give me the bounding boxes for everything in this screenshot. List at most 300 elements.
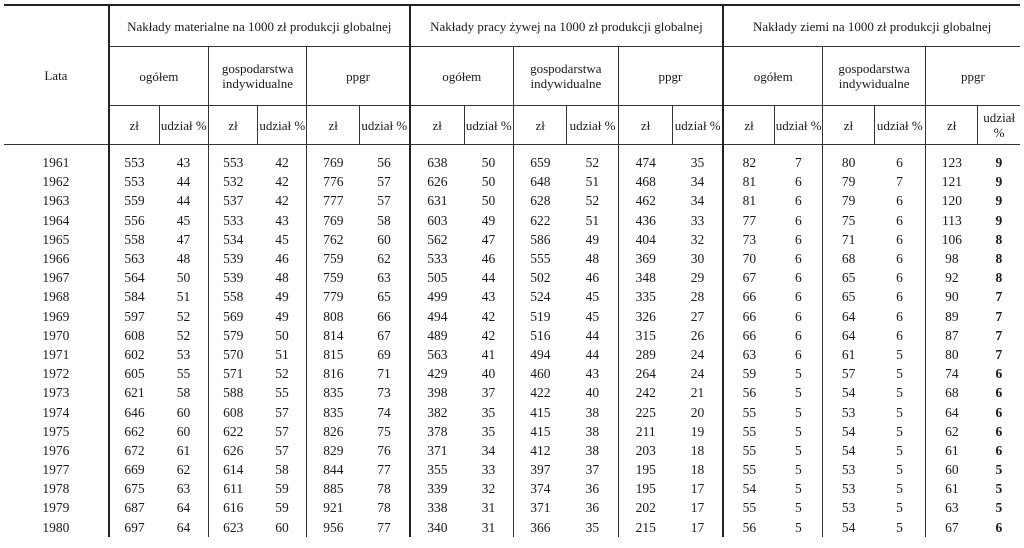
- header-unit-share: udział %: [359, 106, 409, 145]
- value-cell: 68: [925, 383, 977, 402]
- table-row: [4, 364, 1020, 383]
- value-cell: 539: [208, 268, 257, 287]
- value-cell: 474: [618, 145, 673, 173]
- value-cell: 54: [823, 422, 874, 441]
- header-unit-share: udział %: [775, 106, 823, 145]
- value-cell: 27: [690, 308, 705, 324]
- value-cell: 422: [513, 383, 566, 402]
- value-cell: 44: [585, 346, 600, 362]
- value-cell: 63: [377, 270, 391, 286]
- header-sub-individual: gospodarstwa indywidualne: [513, 47, 618, 106]
- value-cell: 6: [896, 193, 903, 209]
- value-cell: 64: [176, 500, 191, 516]
- value-cell: 616: [208, 498, 257, 517]
- header-unit-zl: zł: [723, 106, 774, 145]
- value-cell: 415: [513, 402, 566, 421]
- value-cell: 202: [618, 498, 673, 517]
- value-cell: 5: [896, 519, 903, 535]
- value-cell: 38: [585, 404, 600, 420]
- value-cell: 42: [275, 155, 289, 171]
- value-cell: 64: [176, 519, 191, 535]
- table-row: [4, 345, 1020, 364]
- value-cell: 8: [995, 231, 1003, 247]
- value-cell: 43: [585, 366, 600, 382]
- value-cell: 571: [208, 364, 257, 383]
- value-cell: 556: [109, 211, 159, 230]
- value-cell: 382: [410, 402, 465, 421]
- value-cell: 65: [823, 268, 874, 287]
- value-cell: 626: [208, 441, 257, 460]
- value-cell: 602: [109, 345, 159, 364]
- header-unit-share: udział %: [567, 106, 618, 145]
- value-cell: 46: [585, 270, 600, 286]
- value-cell: 5: [795, 366, 802, 382]
- value-cell: 45: [585, 308, 600, 324]
- value-cell: 519: [513, 307, 566, 326]
- value-cell: 31: [481, 519, 496, 535]
- value-cell: 687: [109, 498, 159, 517]
- value-cell: 47: [481, 231, 496, 247]
- value-cell: 5: [795, 385, 802, 401]
- value-cell: 77: [377, 462, 391, 478]
- value-cell: 460: [513, 364, 566, 383]
- value-cell: 55: [275, 385, 289, 401]
- value-cell: 648: [513, 172, 566, 191]
- value-cell: 44: [585, 327, 600, 343]
- header-years: Lata: [4, 5, 109, 145]
- value-cell: 63: [176, 481, 191, 497]
- value-cell: 6: [995, 442, 1003, 458]
- value-cell: 54: [823, 441, 874, 460]
- value-cell: 74: [377, 404, 391, 420]
- value-cell: 608: [208, 402, 257, 421]
- value-cell: 30: [690, 251, 705, 267]
- value-cell: 5: [896, 500, 903, 516]
- table-row: [4, 287, 1020, 306]
- value-cell: 49: [481, 212, 496, 228]
- value-cell: 20: [690, 404, 705, 420]
- header-unit-zl: zł: [109, 106, 159, 145]
- value-cell: 49: [275, 308, 289, 324]
- year-cell: 1969: [42, 308, 70, 324]
- value-cell: 7: [995, 327, 1003, 343]
- header-sub-ppgr: ppgr: [618, 47, 723, 106]
- value-cell: 60: [176, 404, 191, 420]
- value-cell: 18: [690, 462, 705, 478]
- value-cell: 52: [585, 193, 600, 209]
- year-cell: 1966: [42, 251, 70, 267]
- value-cell: 7: [995, 346, 1003, 362]
- value-cell: 769: [307, 211, 359, 230]
- value-cell: 98: [925, 249, 977, 268]
- value-cell: 489: [410, 326, 465, 345]
- value-cell: 7: [995, 308, 1003, 324]
- value-cell: 8: [995, 270, 1003, 286]
- value-cell: 7: [896, 174, 903, 190]
- value-cell: 6: [795, 193, 802, 209]
- value-cell: 225: [618, 402, 673, 421]
- value-cell: 6: [995, 404, 1003, 420]
- header-sub-individual: gospodarstwa indywidualne: [823, 47, 926, 106]
- value-cell: 43: [275, 212, 289, 228]
- value-cell: 49: [585, 231, 600, 247]
- value-cell: 48: [176, 251, 191, 267]
- value-cell: 40: [585, 385, 600, 401]
- value-cell: 537: [208, 191, 257, 210]
- value-cell: 69: [377, 346, 391, 362]
- value-cell: 51: [585, 174, 600, 190]
- value-cell: 34: [481, 442, 496, 458]
- value-cell: 52: [275, 366, 289, 382]
- value-cell: 502: [513, 268, 566, 287]
- header-sub-total: ogółem: [410, 47, 514, 106]
- year-cell: 1972: [42, 366, 70, 382]
- value-cell: 60: [275, 519, 289, 535]
- value-cell: 57: [823, 364, 874, 383]
- table-row: [4, 211, 1020, 230]
- value-cell: 622: [513, 211, 566, 230]
- value-cell: 113: [925, 211, 977, 230]
- value-cell: 66: [723, 326, 774, 345]
- value-cell: 415: [513, 422, 566, 441]
- value-cell: 52: [585, 155, 600, 171]
- value-cell: 553: [109, 145, 159, 173]
- value-cell: 55: [723, 498, 774, 517]
- value-cell: 5: [795, 442, 802, 458]
- value-cell: 371: [410, 441, 465, 460]
- table-row: [4, 518, 1020, 537]
- value-cell: 6: [896, 270, 903, 286]
- value-cell: 885: [307, 479, 359, 498]
- value-cell: 404: [618, 230, 673, 249]
- value-cell: 24: [690, 346, 705, 362]
- value-cell: 826: [307, 422, 359, 441]
- value-cell: 6: [896, 308, 903, 324]
- value-cell: 759: [307, 249, 359, 268]
- header-unit-share: udział %: [464, 106, 513, 145]
- value-cell: 6: [795, 251, 802, 267]
- value-cell: 50: [481, 193, 496, 209]
- value-cell: 80: [925, 345, 977, 364]
- value-cell: 58: [377, 212, 391, 228]
- value-cell: 5: [896, 346, 903, 362]
- value-cell: 815: [307, 345, 359, 364]
- value-cell: 73: [377, 385, 391, 401]
- value-cell: 34: [690, 174, 705, 190]
- value-cell: 52: [176, 308, 191, 324]
- value-cell: 9: [995, 193, 1003, 209]
- value-cell: 398: [410, 383, 465, 402]
- value-cell: 42: [481, 327, 496, 343]
- value-cell: 18: [690, 442, 705, 458]
- year-cell: 1961: [42, 155, 70, 171]
- value-cell: 579: [208, 326, 257, 345]
- table-row: [4, 479, 1020, 498]
- value-cell: 378: [410, 422, 465, 441]
- value-cell: 494: [410, 307, 465, 326]
- value-cell: 524: [513, 287, 566, 306]
- value-cell: 562: [410, 230, 465, 249]
- header-sub-individual: gospodarstwa indywidualne: [208, 47, 307, 106]
- header-group-material: Nakłady materialne na 1000 zł produkcji globalnej: [109, 5, 410, 47]
- value-cell: 36: [585, 481, 600, 497]
- value-cell: 120: [925, 191, 977, 210]
- value-cell: 5: [896, 462, 903, 478]
- value-cell: 66: [377, 308, 391, 324]
- value-cell: 412: [513, 441, 566, 460]
- value-cell: 5: [896, 442, 903, 458]
- value-cell: 672: [109, 441, 159, 460]
- value-cell: 121: [925, 172, 977, 191]
- value-cell: 42: [275, 174, 289, 190]
- value-cell: 38: [585, 423, 600, 439]
- value-cell: 33: [690, 212, 705, 228]
- value-cell: 44: [176, 174, 191, 190]
- value-cell: 75: [823, 211, 874, 230]
- table-row: [4, 145, 1020, 173]
- header-unit-share: udział %: [874, 106, 925, 145]
- value-cell: 53: [823, 402, 874, 421]
- value-cell: 611: [208, 479, 257, 498]
- value-cell: 558: [109, 230, 159, 249]
- value-cell: 64: [925, 402, 977, 421]
- value-cell: 80: [823, 145, 874, 173]
- value-cell: 37: [585, 462, 600, 478]
- value-cell: 369: [618, 249, 673, 268]
- value-cell: 605: [109, 364, 159, 383]
- value-cell: 59: [723, 364, 774, 383]
- value-cell: 50: [481, 155, 496, 171]
- value-cell: 5: [795, 481, 802, 497]
- value-cell: 829: [307, 441, 359, 460]
- value-cell: 58: [176, 385, 191, 401]
- value-cell: 78: [377, 481, 391, 497]
- value-cell: 50: [275, 327, 289, 343]
- value-cell: 697: [109, 518, 159, 537]
- value-cell: 956: [307, 518, 359, 537]
- value-cell: 5: [795, 404, 802, 420]
- value-cell: 626: [410, 172, 465, 191]
- value-cell: 36: [585, 500, 600, 516]
- value-cell: 81: [723, 172, 774, 191]
- value-cell: 5: [896, 366, 903, 382]
- year-cell: 1963: [42, 193, 70, 209]
- value-cell: 57: [275, 404, 289, 420]
- value-cell: 79: [823, 191, 874, 210]
- value-cell: 195: [618, 460, 673, 479]
- value-cell: 57: [377, 174, 391, 190]
- value-cell: 43: [176, 155, 191, 171]
- value-cell: 505: [410, 268, 465, 287]
- value-cell: 6: [896, 251, 903, 267]
- year-cell: 1974: [42, 404, 70, 420]
- value-cell: 62: [377, 251, 391, 267]
- value-cell: 5: [995, 481, 1003, 497]
- value-cell: 5: [995, 500, 1003, 516]
- value-cell: 17: [690, 519, 705, 535]
- value-cell: 6: [795, 308, 802, 324]
- value-cell: 59: [275, 481, 289, 497]
- value-cell: 60: [925, 460, 977, 479]
- value-cell: 41: [481, 346, 496, 362]
- value-cell: 64: [823, 307, 874, 326]
- value-cell: 42: [275, 193, 289, 209]
- value-cell: 73: [723, 230, 774, 249]
- header-sub-ppgr: ppgr: [925, 47, 1020, 106]
- value-cell: 49: [275, 289, 289, 305]
- value-cell: 340: [410, 518, 465, 537]
- value-cell: 53: [176, 346, 191, 362]
- value-cell: 559: [109, 191, 159, 210]
- value-cell: 40: [481, 366, 496, 382]
- value-cell: 211: [618, 422, 673, 441]
- value-cell: 6: [795, 231, 802, 247]
- value-cell: 623: [208, 518, 257, 537]
- year-cell: 1976: [42, 442, 70, 458]
- value-cell: 5: [896, 481, 903, 497]
- value-cell: 61: [925, 441, 977, 460]
- value-cell: 44: [176, 193, 191, 209]
- year-cell: 1964: [42, 212, 70, 228]
- table-row: [4, 422, 1020, 441]
- value-cell: 326: [618, 307, 673, 326]
- table-row: [4, 268, 1020, 287]
- value-cell: 5: [795, 462, 802, 478]
- value-cell: 534: [208, 230, 257, 249]
- header-unit-zl: zł: [618, 106, 673, 145]
- value-cell: 844: [307, 460, 359, 479]
- year-cell: 1977: [42, 462, 70, 478]
- value-cell: 6: [995, 423, 1003, 439]
- value-cell: 21: [690, 385, 705, 401]
- year-cell: 1975: [42, 423, 70, 439]
- value-cell: 46: [481, 251, 496, 267]
- value-cell: 63: [723, 345, 774, 364]
- value-cell: 5: [795, 500, 802, 516]
- value-cell: 468: [618, 172, 673, 191]
- value-cell: 6: [896, 327, 903, 343]
- value-cell: 55: [723, 422, 774, 441]
- value-cell: 62: [925, 422, 977, 441]
- value-cell: 63: [925, 498, 977, 517]
- value-cell: 6: [795, 327, 802, 343]
- value-cell: 33: [481, 462, 496, 478]
- value-cell: 77: [377, 519, 391, 535]
- value-cell: 56: [723, 518, 774, 537]
- value-cell: 123: [925, 145, 977, 173]
- value-cell: 54: [823, 383, 874, 402]
- year-cell: 1980: [42, 519, 70, 535]
- table-row: [4, 191, 1020, 210]
- header-unit-share: udział %: [159, 106, 208, 145]
- value-cell: 35: [481, 404, 496, 420]
- value-cell: 54: [723, 479, 774, 498]
- value-cell: 57: [275, 442, 289, 458]
- value-cell: 532: [208, 172, 257, 191]
- value-cell: 45: [275, 231, 289, 247]
- value-cell: 43: [481, 289, 496, 305]
- value-cell: 6: [795, 346, 802, 362]
- value-cell: 32: [481, 481, 496, 497]
- value-cell: 429: [410, 364, 465, 383]
- header-unit-share: udział %: [673, 106, 723, 145]
- value-cell: 55: [723, 441, 774, 460]
- value-cell: 53: [823, 498, 874, 517]
- value-cell: 5: [896, 385, 903, 401]
- table-row: [4, 383, 1020, 402]
- value-cell: 53: [823, 479, 874, 498]
- header-unit-zl: zł: [410, 106, 465, 145]
- value-cell: 53: [823, 460, 874, 479]
- value-cell: 82: [723, 145, 774, 173]
- value-cell: 45: [176, 212, 191, 228]
- year-cell: 1979: [42, 500, 70, 516]
- value-cell: 638: [410, 145, 465, 173]
- value-cell: 669: [109, 460, 159, 479]
- value-cell: 759: [307, 268, 359, 287]
- year-cell: 1970: [42, 327, 70, 343]
- value-cell: 835: [307, 383, 359, 402]
- value-cell: 338: [410, 498, 465, 517]
- value-cell: 608: [109, 326, 159, 345]
- value-cell: 539: [208, 249, 257, 268]
- header-unit-share: udział %: [258, 106, 307, 145]
- value-cell: 779: [307, 287, 359, 306]
- value-cell: 570: [208, 345, 257, 364]
- value-cell: 6: [795, 270, 802, 286]
- value-cell: 42: [481, 308, 496, 324]
- value-cell: 56: [377, 155, 391, 171]
- header-unit-zl: zł: [307, 106, 359, 145]
- value-cell: 558: [208, 287, 257, 306]
- value-cell: 6: [995, 366, 1003, 382]
- value-cell: 47: [176, 231, 191, 247]
- value-cell: 38: [585, 442, 600, 458]
- value-cell: 51: [176, 289, 191, 305]
- value-cell: 597: [109, 307, 159, 326]
- value-cell: 816: [307, 364, 359, 383]
- value-cell: 52: [176, 327, 191, 343]
- table-row: [4, 498, 1020, 517]
- value-cell: 215: [618, 518, 673, 537]
- year-cell: 1968: [42, 289, 70, 305]
- value-cell: 835: [307, 402, 359, 421]
- value-cell: 586: [513, 230, 566, 249]
- value-cell: 371: [513, 498, 566, 517]
- header-group-labour: Nakłady pracy żywej na 1000 zł produkcji globalnej: [410, 5, 724, 47]
- value-cell: 44: [481, 270, 496, 286]
- table-row: [4, 230, 1020, 249]
- value-cell: 48: [585, 251, 600, 267]
- value-cell: 335: [618, 287, 673, 306]
- value-cell: 5: [896, 423, 903, 439]
- value-cell: 58: [275, 462, 289, 478]
- header-unit-zl: zł: [823, 106, 874, 145]
- value-cell: 339: [410, 479, 465, 498]
- value-cell: 57: [275, 423, 289, 439]
- value-cell: 315: [618, 326, 673, 345]
- value-cell: 6: [995, 519, 1003, 535]
- value-cell: 55: [723, 402, 774, 421]
- value-cell: 45: [585, 289, 600, 305]
- value-cell: 6: [795, 174, 802, 190]
- value-cell: 74: [925, 364, 977, 383]
- value-cell: 516: [513, 326, 566, 345]
- value-cell: 564: [109, 268, 159, 287]
- value-cell: 628: [513, 191, 566, 210]
- value-cell: 533: [410, 249, 465, 268]
- value-cell: 65: [377, 289, 391, 305]
